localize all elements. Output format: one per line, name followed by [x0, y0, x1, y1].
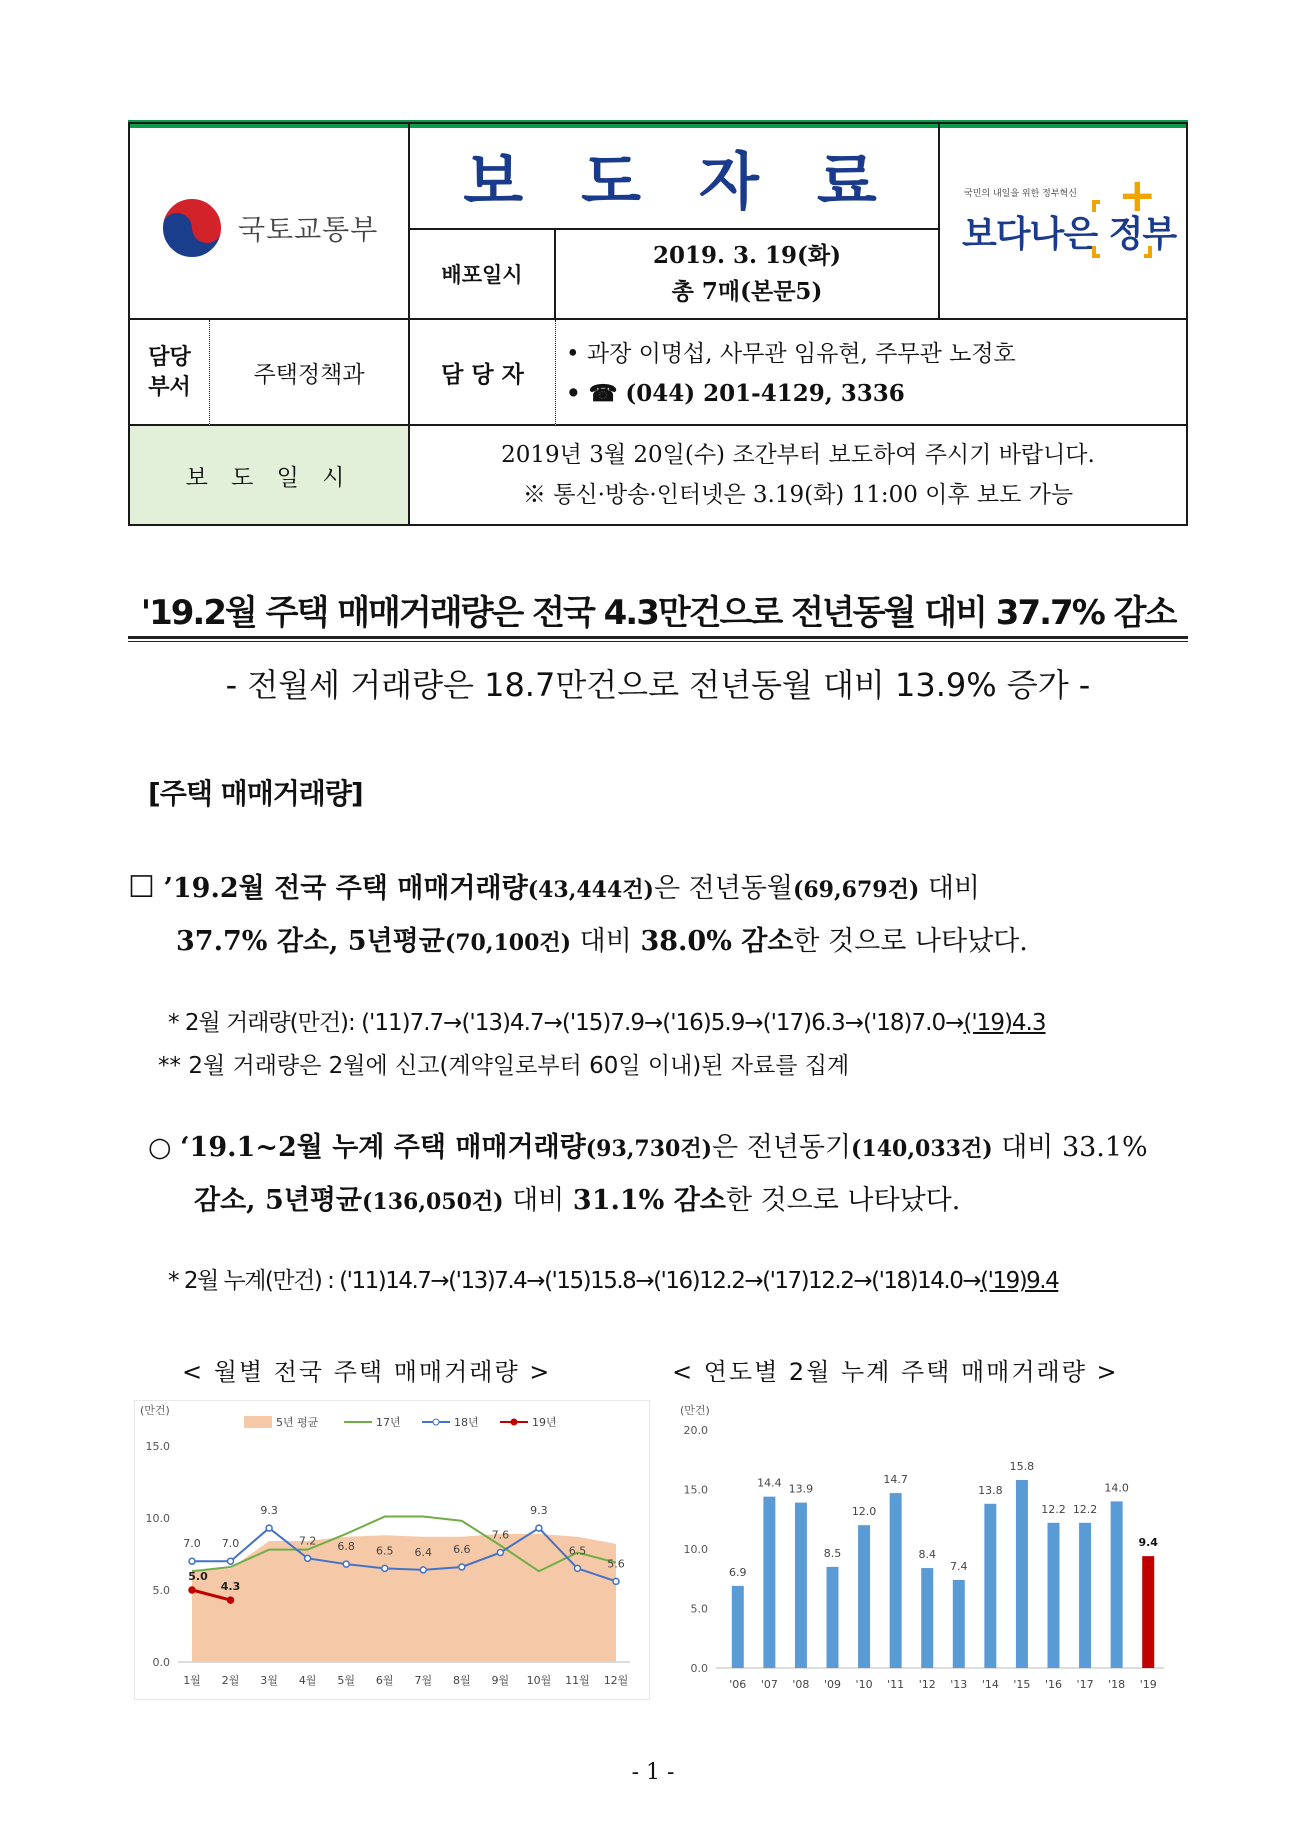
- x-tick-label: 4월: [298, 1674, 317, 1687]
- page-number: - 1 -: [631, 1760, 675, 1785]
- annual-feb-cumulative-chart: [674, 1400, 1174, 1700]
- dept-label: [130, 320, 210, 426]
- text-segment: (140,033건): [851, 1136, 993, 1162]
- embargo-label: 보 도 일 시: [130, 426, 410, 524]
- footnote-text: 2월 거래량(만건): ('11)7.7→('13)4.7→('15)7.9→('16)5.9→('17)6.3→('18)7.0→: [184, 1010, 964, 1036]
- dept-name: 주택정책과: [210, 320, 410, 426]
- taegeuk-icon: [158, 194, 226, 262]
- text-segment: (43,444건): [527, 877, 654, 903]
- data-label: 5.0: [188, 1570, 208, 1583]
- series-point-18년: [459, 1564, 465, 1570]
- y-tick-label: 0.0: [152, 1656, 170, 1669]
- text-segment: 31.1% 감소: [572, 1185, 726, 1216]
- bar-value-label: 8.4: [918, 1548, 936, 1562]
- text-segment: ‘19.1~2월 누계 주택 매매거래량: [180, 1132, 586, 1163]
- series-point-19년: [189, 1587, 195, 1593]
- bar-value-label: 6.9: [729, 1565, 747, 1579]
- embargo-cell: [410, 426, 1186, 524]
- footnote-mark: *: [168, 1268, 178, 1294]
- contact-label: 담 당 자: [410, 320, 556, 426]
- data-label: 5.6: [607, 1557, 625, 1571]
- y-tick-label: 15.0: [145, 1440, 170, 1453]
- x-tick-label: 3월: [260, 1674, 278, 1687]
- data-label: 7.0: [183, 1537, 201, 1551]
- series-point-18년: [228, 1558, 234, 1564]
- series-point-19년: [228, 1597, 234, 1603]
- footnote-mark: **: [158, 1053, 181, 1079]
- footnote-mark: *: [168, 1010, 179, 1036]
- bullet-icon: ○: [148, 1132, 172, 1163]
- release-date: 2019. 3. 19(화): [652, 242, 842, 269]
- gov-slogan-small: 국민의 내일을 위한 정부혁신: [964, 189, 1077, 199]
- bar: [1016, 1480, 1028, 1668]
- series-point-18년: [420, 1567, 426, 1573]
- text-segment: 은 전년동기: [712, 1132, 852, 1163]
- chart-title-monthly: < 월별 전국 주택 매매거래량 >: [182, 1358, 552, 1386]
- embargo-line1: 2019년 3월 20일(수) 조간부터 보도하여 주시기 바랍니다.: [501, 442, 1095, 468]
- x-tick-label: 12월: [603, 1674, 629, 1687]
- legend-swatch: [244, 1416, 272, 1428]
- paragraph-cumulative-line1: [148, 1122, 1208, 1175]
- x-tick-label: '14: [981, 1678, 999, 1691]
- plus-icon: +: [1118, 168, 1157, 222]
- dept-label-line1: 담당: [148, 344, 191, 370]
- text-segment: (69,679건): [792, 877, 920, 903]
- title-divider: [128, 636, 1188, 639]
- section-title: [주택 매매거래량]: [148, 777, 363, 810]
- x-tick-label: '06: [729, 1678, 747, 1691]
- text-segment: 대비: [919, 873, 980, 904]
- contact-cell: [556, 320, 1186, 426]
- title-divider-thin: [128, 641, 1188, 642]
- doc-type-cell: [410, 124, 940, 230]
- legend-marker: [511, 1419, 517, 1425]
- text-segment: (70,100건): [444, 930, 572, 956]
- bracket-icon: [1092, 198, 1160, 262]
- series-point-18년: [497, 1550, 503, 1556]
- x-tick-label: '10: [855, 1678, 873, 1691]
- doc-type-title: 보도자료: [463, 144, 935, 218]
- series-point-18년: [189, 1558, 195, 1564]
- bar-value-label: 13.8: [978, 1483, 1003, 1497]
- y-tick-label: 15.0: [683, 1483, 708, 1497]
- series-point-18년: [536, 1525, 542, 1531]
- bar: [953, 1580, 965, 1668]
- dept-label-line2: 부서: [148, 374, 191, 400]
- bar-value-label: 12.0: [851, 1505, 877, 1519]
- gov-slogan: 보다나은 정부: [962, 214, 1177, 255]
- legend-label: 19년: [532, 1416, 557, 1429]
- bar: [921, 1568, 933, 1668]
- bar-value-label: 12.2: [1041, 1502, 1066, 1516]
- series-point-18년: [305, 1555, 311, 1561]
- y-tick-label: 20.0: [683, 1424, 708, 1437]
- x-tick-label: '13: [950, 1678, 968, 1691]
- data-label: 6.5: [568, 1544, 587, 1558]
- series-point-18년: [574, 1565, 580, 1571]
- bar: [763, 1497, 775, 1668]
- series-point-18년: [382, 1565, 388, 1571]
- x-tick-label: '16: [1044, 1678, 1063, 1691]
- agency-logo-cell: [130, 124, 410, 320]
- text-segment: 대비 33.1%: [992, 1132, 1148, 1163]
- page-count: 총 7매(본문5): [671, 278, 823, 305]
- gov-logo-cell: [940, 124, 1186, 320]
- text-segment: ’19.2월 전국 주택 매매거래량: [163, 873, 528, 904]
- footnote-2: [158, 1047, 849, 1080]
- data-label: 9.3: [530, 1504, 548, 1518]
- footnote-1: [168, 1004, 1046, 1037]
- data-label: 6.5: [375, 1544, 394, 1558]
- chart-title-annual: < 연도별 2월 누계 주택 매매거래량 >: [672, 1358, 1119, 1386]
- y-tick-label: 10.0: [145, 1512, 170, 1525]
- legend-marker: [433, 1419, 439, 1425]
- footnote-highlight: ('19)4.3: [963, 1010, 1046, 1036]
- x-tick-label: '17: [1076, 1678, 1094, 1691]
- x-tick-label: '12: [918, 1678, 936, 1691]
- paragraph-monthly-line2: [128, 916, 1208, 969]
- embargo-line2: ※ 통신·방송·인터넷은 3.19(화) 11:00 이후 보도 가능: [522, 482, 1074, 508]
- data-label: 7.2: [298, 1534, 317, 1548]
- x-tick-label: 8월: [453, 1674, 471, 1687]
- bar: [732, 1586, 744, 1668]
- checkbox-icon: ☐: [128, 870, 155, 905]
- y-tick-label: 5.0: [690, 1602, 708, 1616]
- contact-people: • 과장 이명섭, 사무관 임유현, 주무관 노정호: [566, 341, 1016, 367]
- legend-label: 5년 평균: [276, 1416, 319, 1429]
- x-tick-label: 7월: [414, 1674, 433, 1687]
- x-tick-label: 1월: [183, 1674, 201, 1687]
- data-label: 6.8: [337, 1540, 355, 1554]
- y-tick-label: 0.0: [690, 1662, 708, 1675]
- text-segment: 감소, 5년평균: [194, 1185, 362, 1216]
- bar-value-label: 12.2: [1072, 1502, 1098, 1516]
- unit-label: (만건): [680, 1404, 710, 1417]
- data-label: 9.3: [260, 1504, 278, 1518]
- text-segment: (93,730건): [585, 1136, 713, 1162]
- agency-logo: [158, 194, 378, 262]
- main-title: '19.2월 주택 매매거래량은 전국 4.3만건으로 전년동월 대비 37.7% 감소: [140, 593, 1176, 633]
- release-date-cell: [556, 230, 940, 320]
- x-tick-label: 5월: [337, 1674, 355, 1687]
- bar-value-label: 8.5: [823, 1546, 842, 1560]
- x-tick-label: '09: [823, 1678, 842, 1691]
- text-segment: 37.7% 감소, 5년평균: [176, 926, 445, 957]
- bar-value-label: 14.0: [1104, 1481, 1129, 1495]
- x-tick-label: 2월: [221, 1674, 240, 1687]
- bar: [1048, 1523, 1060, 1668]
- series-point-18년: [613, 1578, 619, 1584]
- unit-label: (만건): [140, 1404, 170, 1417]
- data-label: 4.3: [220, 1580, 241, 1594]
- bar: [1111, 1501, 1123, 1668]
- monthly-trade-chart: [134, 1400, 650, 1700]
- x-tick-label: '18: [1108, 1678, 1126, 1691]
- text-segment: 대비: [503, 1185, 573, 1216]
- data-label: 6.4: [414, 1545, 433, 1559]
- text-segment: (136,050건): [362, 1189, 504, 1215]
- x-tick-label: 11월: [565, 1674, 590, 1687]
- x-tick-label: 9월: [491, 1674, 510, 1687]
- data-label: 6.6: [453, 1542, 471, 1556]
- text-segment: 한 것으로 나타났다.: [725, 1185, 961, 1216]
- paragraph-cumulative: [148, 1122, 1208, 1228]
- bar: [827, 1567, 839, 1668]
- x-tick-label: '08: [792, 1678, 810, 1691]
- paragraph-cumulative-line2: [148, 1175, 1208, 1228]
- footnote-3: [168, 1262, 1058, 1295]
- data-label: 7.0: [221, 1537, 240, 1551]
- y-tick-label: 5.0: [152, 1584, 170, 1597]
- area-5yr-avg: [192, 1534, 616, 1662]
- bar: [795, 1503, 807, 1668]
- legend-label: 18년: [454, 1416, 479, 1429]
- bar: [890, 1493, 902, 1668]
- x-tick-label: '11: [887, 1678, 905, 1691]
- bar-value-label: 7.4: [950, 1559, 968, 1573]
- x-tick-label: 10월: [526, 1674, 552, 1687]
- text-segment: 은 전년동월: [653, 873, 793, 904]
- y-tick-label: 10.0: [683, 1543, 708, 1556]
- paragraph-monthly: [128, 862, 1208, 969]
- bar: [1079, 1523, 1091, 1668]
- series-point-18년: [266, 1525, 272, 1531]
- footnote-highlight: ('19)9.4: [980, 1268, 1059, 1294]
- text-segment: 대비: [571, 926, 641, 957]
- footnote-text: 2월 거래량은 2월에 신고(계약일로부터 60일 이내)된 자료를 집계: [188, 1053, 850, 1079]
- text-segment: 한 것으로 나타났다.: [793, 926, 1028, 957]
- bar-value-label: 14.4: [757, 1476, 782, 1490]
- legend-label: 17년: [376, 1416, 401, 1429]
- x-tick-label: 6월: [375, 1674, 394, 1687]
- paragraph-monthly-line1: [128, 862, 1208, 916]
- x-tick-label: '07: [760, 1678, 778, 1691]
- bar: [984, 1504, 996, 1668]
- bar: [858, 1525, 870, 1668]
- bar-value-label: 14.7: [883, 1473, 908, 1487]
- x-tick-label: '19: [1139, 1678, 1157, 1691]
- bar: [1142, 1556, 1154, 1668]
- sub-title: - 전월세 거래량은 18.7만건으로 전년동월 대비 13.9% 증가 -: [225, 666, 1091, 704]
- x-tick-label: '15: [1013, 1678, 1031, 1691]
- bar-value-label: 15.8: [1009, 1459, 1035, 1473]
- text-segment: 38.0% 감소: [640, 926, 794, 957]
- press-release-header: [128, 122, 1188, 526]
- bar-value-label: 13.9: [788, 1482, 814, 1496]
- release-label: 배포일시: [410, 230, 556, 320]
- footnote-text: 2월 누계(만건) : ('11)14.7→('13)7.4→('15)15.8→('16)12.2→('17)12.2→('18)14.0→: [183, 1268, 981, 1294]
- agency-name: 국토교통부: [238, 213, 379, 246]
- contact-phone: • ☎ (044) 201-4129, 3336: [566, 380, 905, 407]
- data-label: 7.6: [491, 1528, 510, 1542]
- series-point-18년: [343, 1561, 349, 1567]
- bar-value-label: 9.4: [1138, 1536, 1158, 1550]
